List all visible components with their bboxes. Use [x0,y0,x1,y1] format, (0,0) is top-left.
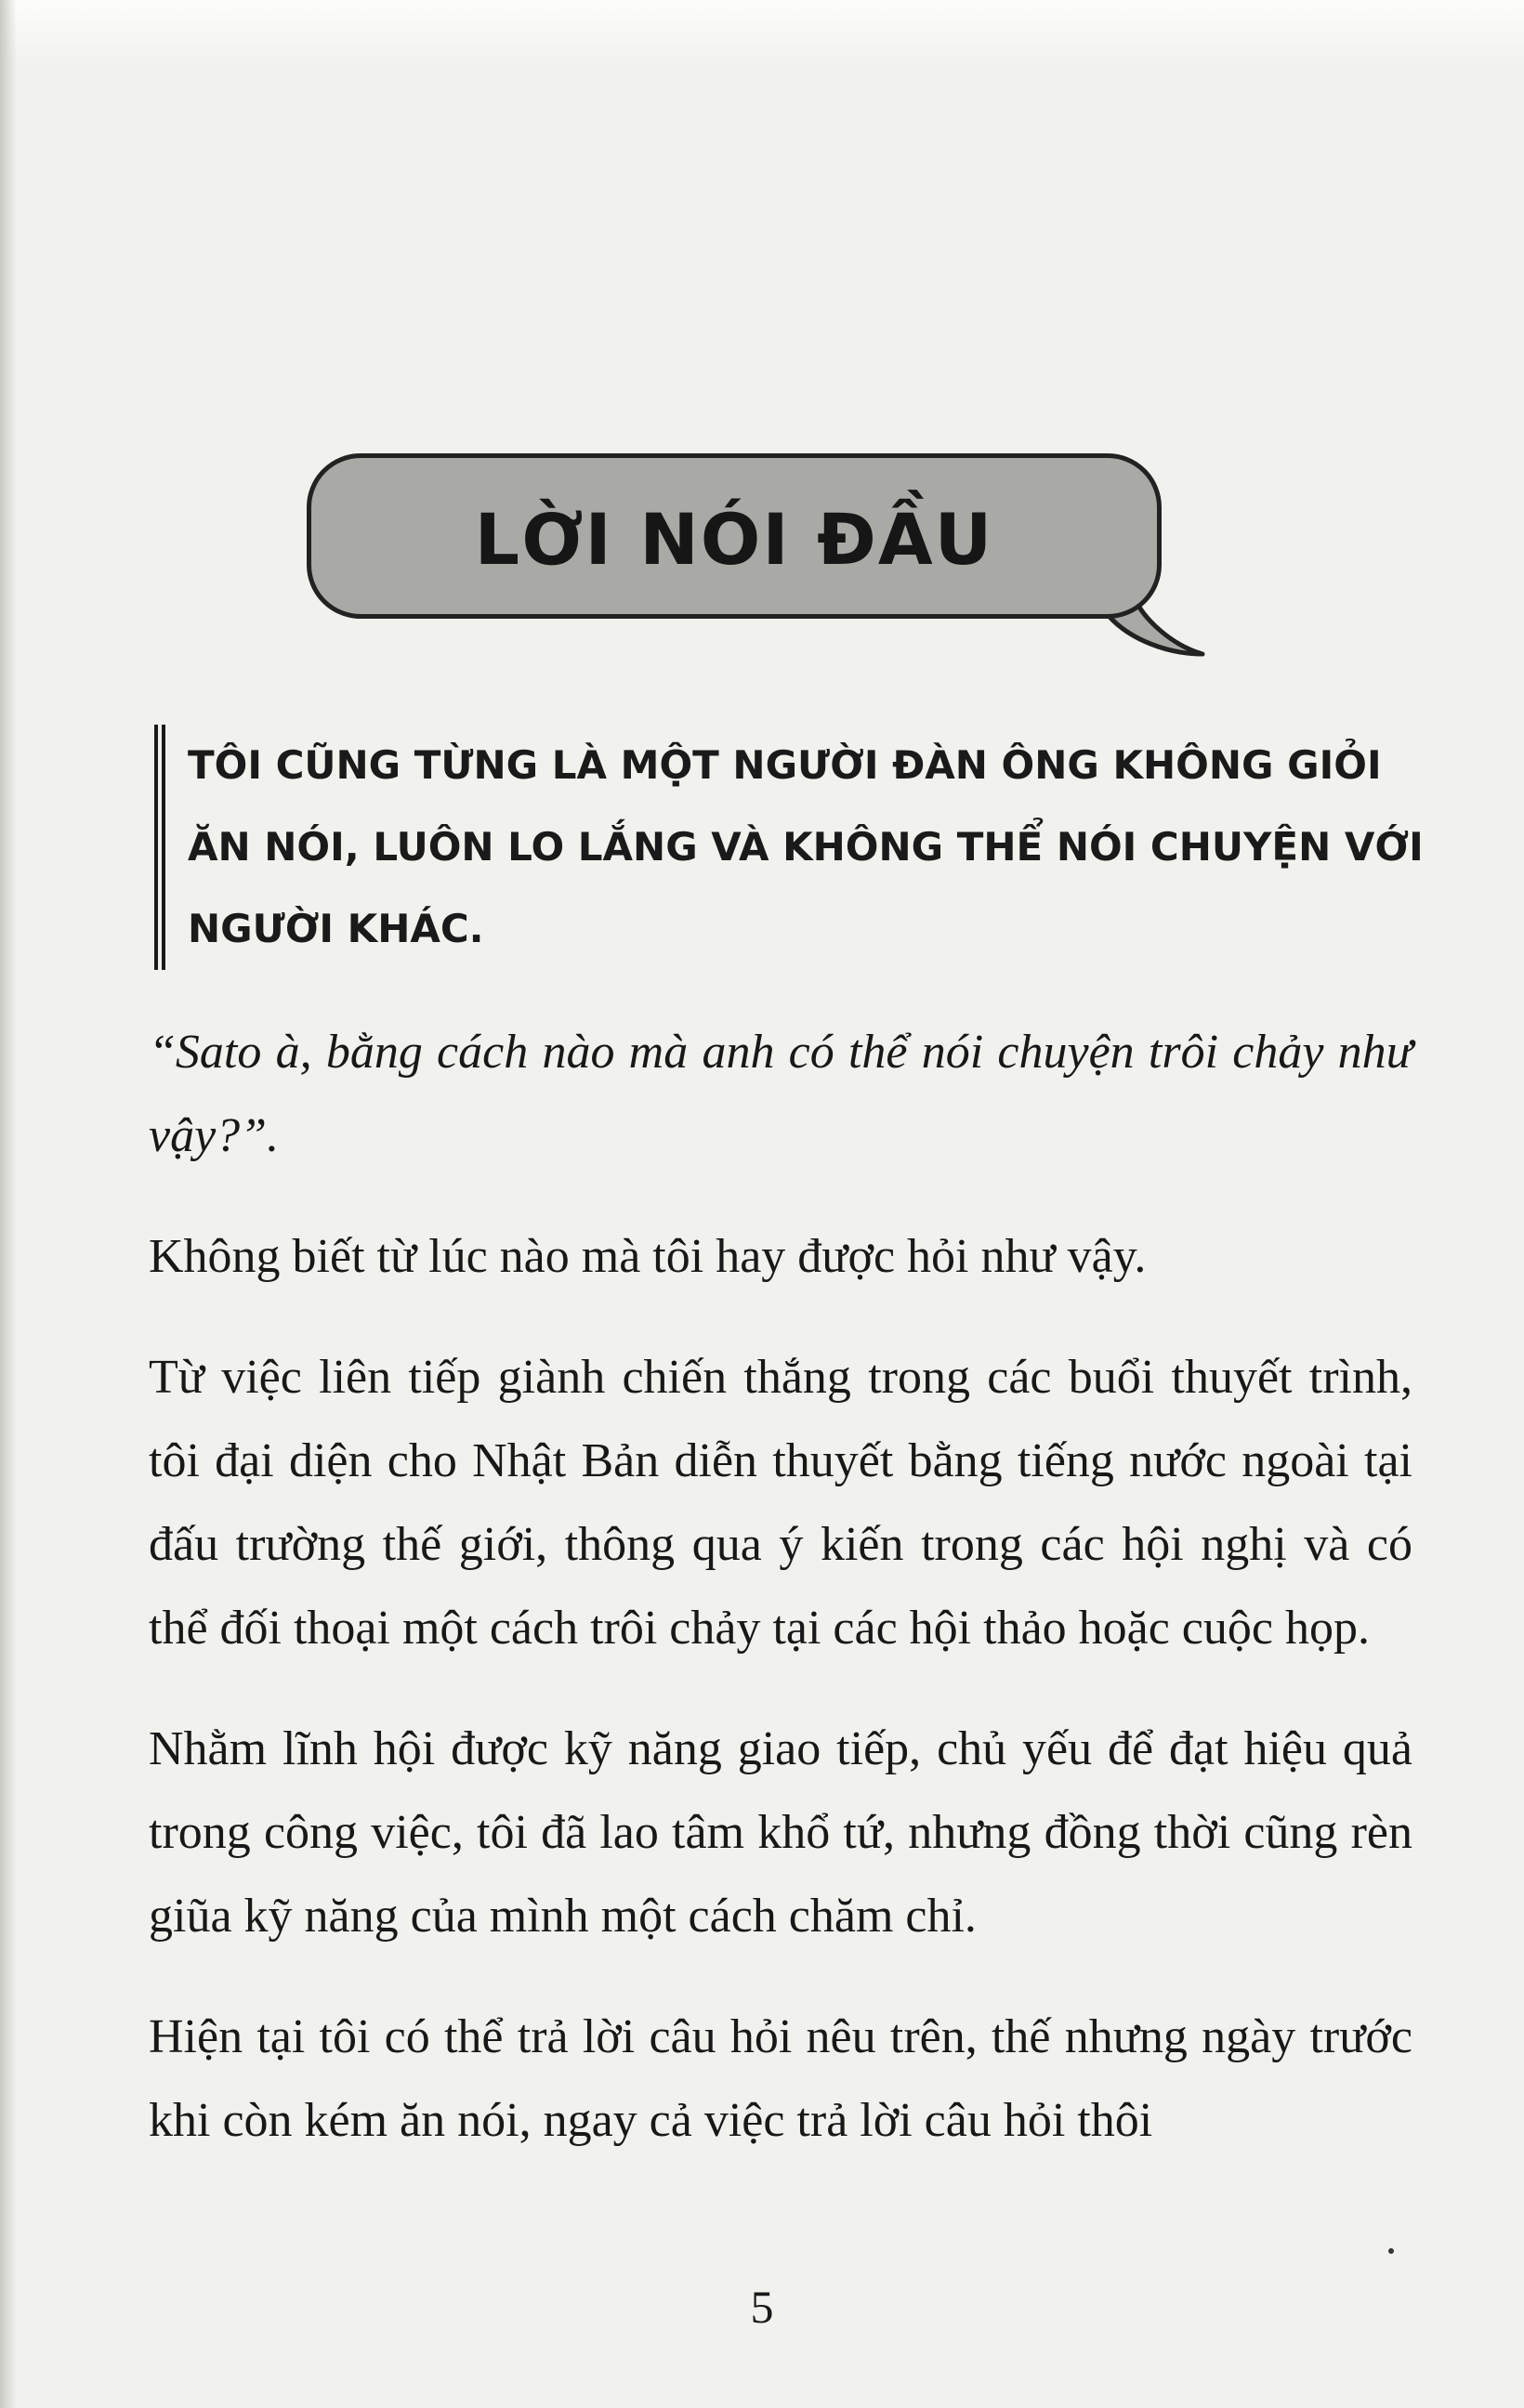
chapter-subtitle-block [154,725,1427,970]
paragraph: Không biết từ lúc nào mà tôi hay được hỏi như vậy. [149,1230,1147,1283]
speech-bubble-body [307,453,1162,619]
paragraph: Nhằm lĩnh hội được kỹ năng giao tiếp, chủ yếu để đạt hiệu quả trong công việc, tôi đã lao tâm khổ tứ, nhưng đồng thời cũng rèn giũa kỹ năng của mình một cách chăm chỉ. [149,1722,1412,1943]
print-speck [1388,2248,1394,2254]
chapter-subtitle: TÔI CŨNG TỪNG LÀ MỘT NGƯỜI ĐÀN ÔNG KHÔNG GIỎI ĂN NÓI, LUÔN LO LẮNG VÀ KHÔNG THỂ NÓI CHUYỆN VỚI NGƯỜI KHÁC. [188,742,1424,951]
page-gutter-shadow [0,0,17,2408]
heading-speech-bubble [307,453,1189,648]
paragraph-quote: “Sato à, bằng cách nào mà anh có thể nói chuyện trôi chảy như vậy?”. [149,1026,1412,1162]
page-top-edge [0,0,1524,65]
paragraph: Hiện tại tôi có thể trả lời câu hỏi nêu trên, thế nhưng ngày trước khi còn kém ăn nói, ngay cả việc trả lời câu hỏi thôi [149,2010,1412,2147]
page-number: 5 [750,2281,774,2333]
paragraph: Từ việc liên tiếp giành chiến thắng trong các buổi thuyết trình, tôi đại diện cho Nhật Bản diễn thuyết bằng tiếng nước ngoài tại đấu trường thế giới, thông qua ý kiến trong các hội nghị và có thể đối thoại một cách trôi chảy tại các hội thảo hoặc cuộc họp. [149,1351,1412,1655]
chapter-heading: LỜI NÓI ĐẦU [474,497,994,581]
body-text [149,1011,1412,2200]
